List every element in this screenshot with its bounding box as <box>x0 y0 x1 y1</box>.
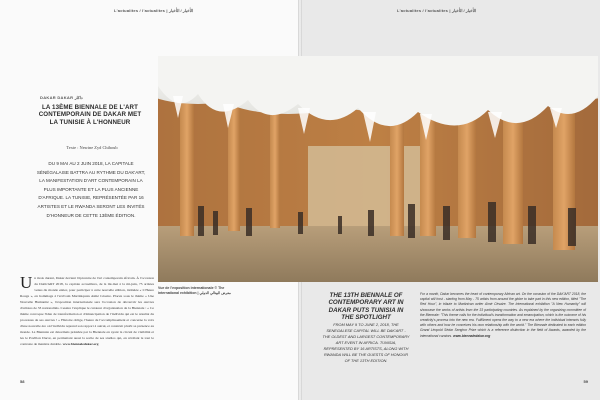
article-intro-en: FROM MAY 9 TO JUNE 2, 2018, THE SENEGALESE CAPITAL WILL BE DAK'ART - THE OLDEST AND LARGEST CONTEMPORARY ART EVENT IN AFRICA. TUNISIA, REPRESENTED BY 16 ARTISTS, ALONG WITH RWANDA WILL BE THE GUESTS OF HONOUR OF THE 13TH EDITION. <box>322 322 410 363</box>
article-url[interactable]: www.biennaledakar.org <box>453 333 491 338</box>
right-page <box>302 0 600 400</box>
article-byline: Texte : Nesrine Zyd Chihoub <box>66 145 118 150</box>
page-number: 58 <box>20 379 25 384</box>
article-title-en: THE 13TH BIENNALE OF CONTEMPORARY ART IN DAKAR PUTS TUNISIA IN THE SPOTLIGHT <box>328 292 404 322</box>
running-head: L'actualites / l'actualites | الأخبار / الأخبار <box>397 8 477 13</box>
page-number: 59 <box>583 379 588 384</box>
article-url[interactable]: www.biennaledakar.org <box>62 342 99 346</box>
article-body-en <box>420 292 586 339</box>
article-body-text: n mois durant, Dakar devient l'épicentre de l'art contemporain africain. À l'occasion du DAK'ART 2018, la capitale accueillera, de la mi-mai à la mi-juin, 75 artistes venus du monde entier, pour participer à cette nouvelle édition, intitulée « L'Heure Rouge », en hommage à l'écrivain Martiniquais Aimé Césaire. Placée sous le thème « Une Nouvelle Humanité », l'exposition internationale sera l'occasion de découvrir les œuvres d'artistes de 33 nationalités. Cesaire l'explique le curateur d'organisation de la Biennale : « Ce thème convoque l'idée de transformation et d'émancipation de l'individu qui est le résultat du processus de ses œuvres ! » Histoire oblige, l'heure de l'accomplissement et concerne la voix d'une nouvelle ère où l'individu reprend son rapport à autrui, et construit plutôt sa présence au monde. La Biennale est désormais présidée par la Biennale en ayant la circuit de visibilité et les le Pavillon Ducat, en permettant aussi la sortie de ses studios qui, en révélant le tout le contraste de manière durable. <box>20 276 154 346</box>
article-body-fr <box>20 275 154 347</box>
article-title-fr: LA 13ÈME BIENNALE DE L'ART CONTEMPORAIN DE DAKAR MET LA TUNISIE À L'HONNEUR <box>38 104 142 126</box>
running-head: L'actualites / l'actualites | الأخبار / الأخبار <box>114 8 194 13</box>
drop-cap: U <box>20 273 33 292</box>
photo-caption: Vue de l'exposition internationale © The international exhibition | معرض البينالي الدولي <box>158 286 231 295</box>
article-intro-fr: DU 9 MAI AU 2 JUIN 2018, LA CAPITALE SÉNÉGALAISE BATTRA AU RYTHME DU DAK'ART, LA MANIFESTATION D'ART CONTEMPORAIN LA PLUS IMPORTANTE ET LA PLUS ANCIENNE D'AFRIQUE. LA TUNISIE, REPRÉSENTÉE PAR 16 ARTISTES ET LE RWANDA SERONT LES INVITÉS D'HONNEUR DE CETTE 13ÈME ÉDITION. <box>36 161 146 218</box>
article-body-text: For a month, Dakar becomes the heart of contemporary African art. On the occasion of the DAK'ART 2018, the capital will host - starting from May - 75 artists from around the globe to take part in this new edition, titled "The Red Hour", in tribute to Martinican writer Aimé Césaire. The International exhibition "A New Humanity" will showcase the works of artists from the 33 participating countries. As explained by the organizing committee of the Biennale: "This theme calls for the individual's transformation and emancipation, which is the outcome of his creativity's process into the new era. Fulfillment opens the way to a new era where the individual interacts fully with others and how he conceives his own relationship with the world." The Biennale dedicated to each edition Grand Léopold Sédar Senghor Prize which is a reference distinction in the field of Awards, awarded by the international curators. <box>420 292 586 338</box>
article-kicker: DAKAR DAKAR داكار <box>40 95 83 100</box>
